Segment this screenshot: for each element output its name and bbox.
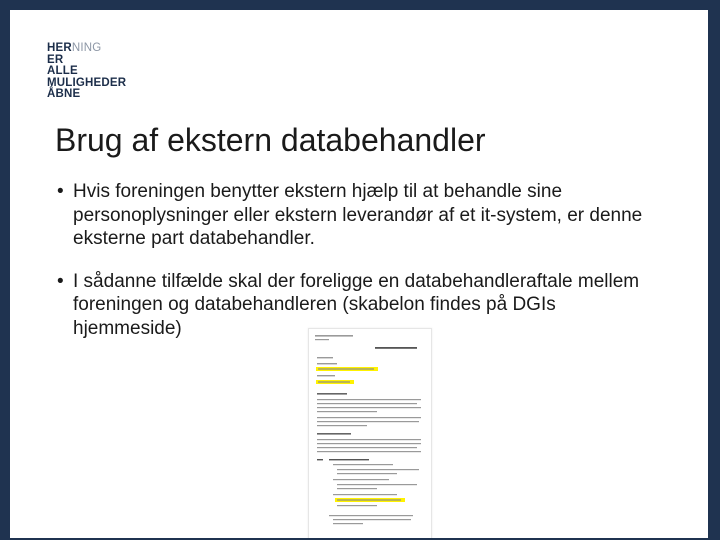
logo-text-bold: HER <box>47 42 72 54</box>
logo-line-5: ÅBNE <box>47 88 81 100</box>
document-thumbnail-image <box>309 329 431 538</box>
bullet-item <box>55 180 655 251</box>
bullet-marker: • <box>57 270 64 292</box>
logo-line-4: MULIGHEDER <box>47 76 127 89</box>
logo-line-3: ALLE <box>47 65 78 77</box>
bullet-text: I sådanne tilfælde skal der foreligge en databehandleraftale mellem foreningen og databehandleren (skabelon findes på DGIs hjemmeside) <box>73 270 640 339</box>
logo-line-1 <box>47 43 126 55</box>
slide-title: Brug af ekstern databehandler <box>55 122 486 158</box>
slide <box>10 10 708 538</box>
template-document-thumbnail <box>308 328 432 538</box>
logo-line-2: ER <box>47 53 64 66</box>
bullet-text: Hvis foreningen benytter ekstern hjælp til at behandle sine personoplysninger eller ekstern leverandør af et it-system, er denne eksterne part databehandler. <box>73 181 643 249</box>
logo-text-light: NING <box>71 42 102 54</box>
herning-logo <box>47 43 126 101</box>
bullet-marker: • <box>57 181 64 202</box>
